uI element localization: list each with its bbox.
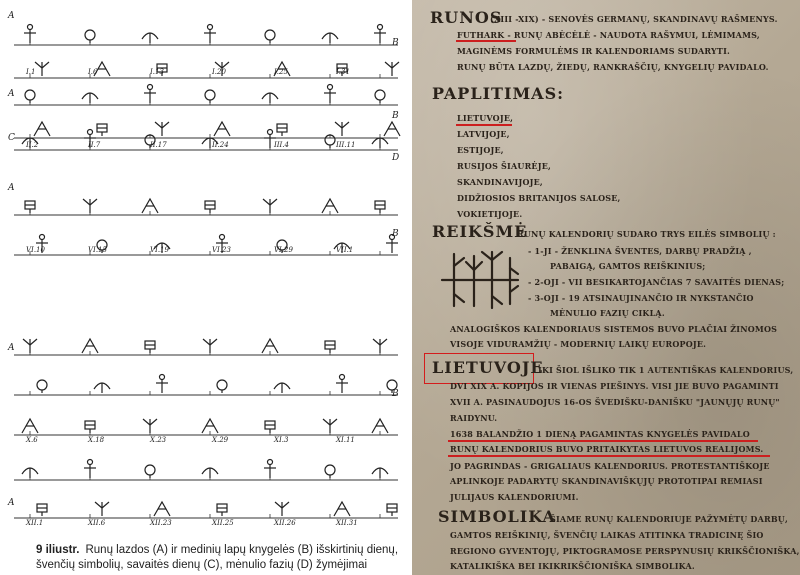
rune-glyph: [142, 33, 158, 43]
paplitimas-item-7: VOKIETIJOJE.: [457, 209, 523, 219]
rune-glyph: [82, 339, 98, 353]
rune-glyph: [145, 341, 155, 353]
lietuvoje-line-9: JULIJAUS KALENDORIUMI.: [450, 492, 579, 502]
reiksme-line-2: - 1-JI - ŽENKLINA ŠVENTES, DARBŲ PRADŽIĄ ,: [528, 246, 752, 256]
lietuvoje-line-5: 1638 BALANDŽIO 1 DIENĄ PAGAMINTAS KNYGELĖS PAVIDALO: [450, 429, 750, 439]
row-letter: C: [8, 133, 15, 143]
rune-glyph: [265, 30, 275, 43]
rune-glyph: [24, 25, 36, 44]
rune-glyph: [384, 122, 400, 136]
rune-glyph: [202, 468, 218, 478]
day-mark: VI.19: [150, 246, 169, 254]
rune-glyph: [387, 504, 397, 516]
row-letter: B: [392, 389, 399, 399]
rune-glyph: [154, 502, 170, 516]
paplitimas-heading: PAPLITIMAS:: [432, 84, 565, 103]
paplitimas-item-4: RUSIJOS ŠIAURĖJE,: [457, 161, 551, 171]
day-mark: XII.31: [336, 519, 358, 527]
rune-glyph: [375, 201, 385, 213]
rune-glyph: [204, 25, 216, 44]
simbolika-line-2: GAMTOS REIŠKINIŲ, ŠVENČIŲ LAIKAS ATITINKA TRADICINĘ ŠIO: [450, 530, 764, 540]
day-mark: VI.10: [26, 246, 45, 254]
rune-glyph: [334, 502, 350, 516]
day-mark: I.20: [212, 68, 226, 76]
rune-glyph: [217, 504, 227, 516]
rune-glyph: [205, 201, 215, 213]
paplitimas-item-1: LIETUVOJE,: [457, 113, 514, 123]
rune-glyph: [274, 383, 290, 393]
day-mark: VI.15: [88, 246, 107, 254]
rune-glyph: [37, 380, 47, 393]
rune-glyph: [142, 199, 158, 213]
reiksme-line-4: - 2-OJI - VII BESIKARTOJANČIAS 7 SAVAITĖS DIENAS;: [528, 277, 785, 287]
rune-glyph: [143, 419, 157, 433]
runic-calendar-figure: [0, 0, 408, 535]
figure-caption: [36, 543, 408, 573]
date-line-underline: [448, 440, 758, 442]
rune-glyph: [34, 122, 50, 136]
day-mark: X.23: [150, 436, 167, 444]
lietuvoje-line-2: DVI XIX A. KOPIJOS IR VIENAS PIEŠINYS. VISI JIE BUVO PAGAMINTI: [450, 381, 779, 391]
reiksme-line-6: MĖNULIO FAZIŲ CIKLĄ.: [550, 308, 665, 318]
day-mark: XII.23: [150, 519, 172, 527]
lietuvoje-heading: LIETUVOJE: [432, 358, 544, 377]
row-letter: B: [392, 229, 399, 239]
day-mark: X.29: [212, 436, 229, 444]
rune-glyph: [262, 93, 278, 103]
day-mark: VI.23: [212, 246, 231, 254]
rune-glyph: [85, 421, 95, 433]
rune-glyph: [37, 504, 47, 516]
lietuvoje-underline: [456, 124, 512, 126]
row-letter: A: [8, 183, 15, 193]
caption-label: 9 iliustr.: [36, 544, 80, 556]
rune-glyph: [325, 465, 335, 478]
rune-glyph: [262, 339, 278, 353]
day-mark: VI.29: [274, 246, 293, 254]
runos-line-4: RUNŲ BŪTA LAZDŲ, ŽIEDŲ, RANKRAŠČIŲ, KNYGELIŲ PAVIDALO.: [457, 62, 769, 72]
paplitimas-item-3: ESTIJOJE,: [457, 145, 504, 155]
day-mark: II.7: [88, 141, 101, 149]
rune-glyph: [25, 201, 35, 213]
row-letter: B: [392, 111, 399, 121]
day-mark: XI.11: [336, 436, 355, 444]
rune-glyph: [203, 339, 217, 353]
rune-glyph: [373, 339, 387, 353]
rune-glyph: [335, 122, 349, 136]
rune-glyph: [322, 33, 338, 43]
simbolika-line-3: REGIONO GYVENTOJŲ, PIKTOGRAMOSE PERSPYNUSIŲ KRIKŠČIONIŠKA,: [450, 546, 800, 556]
lietuvoje-line-1: IKI ŠIOL IŠLIKO TIK 1 AUTENTIŠKAS KALENDORIUS,: [538, 365, 794, 375]
day-mark: II.24: [212, 141, 229, 149]
rune-glyph: [155, 122, 169, 136]
paplitimas-item-5: SKANDINAVIJOJE,: [457, 177, 543, 187]
day-mark: XII.1: [26, 519, 44, 527]
day-mark: I.6: [88, 68, 98, 76]
paplitimas-item-6: DIDŽIOSIOS BRITANIJOS SALOSE,: [457, 193, 621, 203]
rune-glyph: [275, 502, 289, 516]
rune-glyph: [372, 468, 388, 478]
lietuvoje-line-7: JO PAGRINDAS - GRIGALIAUS KALENDORIUS. PROTESTANTIŠKOJE: [450, 461, 770, 471]
day-mark: X.6: [26, 436, 38, 444]
day-mark: III.11: [336, 141, 356, 149]
lietuvoje-line-4: RAIDYNU.: [450, 413, 498, 423]
rune-glyph: [145, 465, 155, 478]
rune-glyph: [385, 62, 399, 76]
futhark-underline: [456, 40, 516, 42]
runos-heading: RUNOS: [430, 8, 503, 27]
rune-glyph: [156, 375, 168, 394]
row-letter: B: [392, 38, 399, 48]
rune-glyph: [372, 419, 388, 433]
rune-glyph: [202, 419, 218, 433]
reiksme-heading: REIKŠMĖ: [432, 222, 528, 241]
rune-glyph: [375, 90, 385, 103]
poster-panel: [412, 0, 800, 575]
day-mark: VII.1: [336, 246, 354, 254]
day-mark: X.18: [88, 436, 105, 444]
rune-symbol-icon: [440, 246, 520, 314]
reiksme-line-5: - 3-OJI - 19 ATSINAUJINANČIO IR NYKSTANČIO: [528, 293, 754, 303]
row-letter: D: [392, 153, 400, 163]
runos-line-3: MAGINĖMS FORMULĖMS IR KALENDORIAMS SUDARYTI.: [457, 46, 730, 56]
rune-glyph: [22, 468, 38, 478]
rune-glyph: [322, 199, 338, 213]
rune-glyph: [94, 383, 110, 393]
day-mark: I.1: [26, 68, 36, 76]
paplitimas-item-2: LATVIJOJE,: [457, 129, 510, 139]
row-letter: A: [8, 343, 15, 353]
simbolika-line-1: ŠIAME RUNŲ KALENDORIUJE PAŽYMĖTŲ DARBŲ,: [550, 514, 788, 524]
rune-glyph: [265, 421, 275, 433]
rune-glyph: [263, 199, 277, 213]
day-mark: XII.6: [88, 519, 106, 527]
rune-glyph: [84, 460, 96, 479]
rune-glyph: [277, 124, 287, 136]
rune-glyph: [22, 419, 38, 433]
rune-glyph: [374, 25, 386, 44]
day-mark: XI.3: [274, 436, 289, 444]
rune-glyph: [35, 62, 49, 76]
rune-glyph: [205, 90, 215, 103]
row-letter: A: [8, 11, 15, 21]
rune-glyph: [214, 122, 230, 136]
lietuvoje-line-8: APLINKOJE PADARYTŲ SKANDINAVIŠKŲJŲ PROTOTIPAI REMIASI: [450, 476, 763, 486]
rune-glyph: [82, 93, 98, 103]
rune-glyph: [85, 30, 95, 43]
day-mark: II.2: [26, 141, 39, 149]
rune-glyph: [97, 124, 107, 136]
lietuvoje-line-3: XVII A. PASINAUDOJUS 16-OS ŠVEDIŠKU-DANIŠKU "JAUNŲJŲ RUNŲ": [450, 397, 780, 407]
reiksme-line-3: PABAIGĄ, GAMTOS REIŠKINIUS;: [550, 261, 706, 271]
day-mark: I.25: [274, 68, 288, 76]
rune-glyph: [323, 419, 337, 433]
day-mark: II.17: [150, 141, 167, 149]
rune-glyph: [144, 85, 156, 104]
rune-glyph: [25, 90, 35, 103]
reiksme-line-1: RUNŲ KALENDORIŲ SUDARO TRYS EILĖS SIMBOLIŲ :: [517, 229, 776, 239]
reiksme-line-7: ANALOGIŠKOS KALENDORIAUS SISTEMOS BUVO PLAČIAI ŽINOMOS: [450, 324, 778, 334]
rune-glyph: [324, 85, 336, 104]
row-letter: A: [8, 498, 15, 508]
rune-glyph: [217, 380, 227, 393]
day-mark: I.31: [336, 68, 350, 76]
day-mark: XII.25: [212, 519, 234, 527]
simbolika-line-4: KATALIKIŠKA BEI IKIKRIKŠČIONIŠKA SIMBOLIKA.: [450, 561, 695, 571]
day-mark: XII.26: [274, 519, 296, 527]
rune-glyph: [372, 138, 388, 148]
rune-glyph: [336, 375, 348, 394]
caption-text: Runų lazdos (A) ir medinių lapų knygelės (B) išskirtinių dienų, švenčių simbolių, savaitės dienų (C), mėnulio fazių (D) žymėjimai: [36, 544, 399, 571]
reiksme-line-8: VISOJE VIDURAMŽIŲ - MODERNIŲ LAIKŲ EUROPOJE.: [450, 339, 707, 349]
day-mark: III.4: [274, 141, 289, 149]
rune-glyph: [83, 199, 97, 213]
runos-line-2: FUTHARK - RUNŲ ABĖCĖLĖ - NAUDOTA RAŠYMUI, LĖMIMAMS,: [457, 30, 760, 40]
runos-line-1: (XIII -XIX) - SENOVĖS GERMANŲ, SKANDINAVŲ RAŠMENYS.: [490, 14, 778, 24]
lietuvoje-line-6: RUNŲ KALENDORIUS BUVO PRITAIKYTAS LIETUVOS REALIJOMS.: [450, 444, 764, 454]
adapted-line-underline: [448, 455, 770, 457]
rune-glyph: [325, 341, 335, 353]
rune-glyph: [95, 502, 109, 516]
rune-glyph: [264, 460, 276, 479]
simbolika-heading: SIMBOLIKA: [438, 507, 556, 526]
day-mark: I.13: [150, 68, 164, 76]
row-letter: A: [8, 89, 15, 99]
rune-glyph: [23, 339, 37, 353]
